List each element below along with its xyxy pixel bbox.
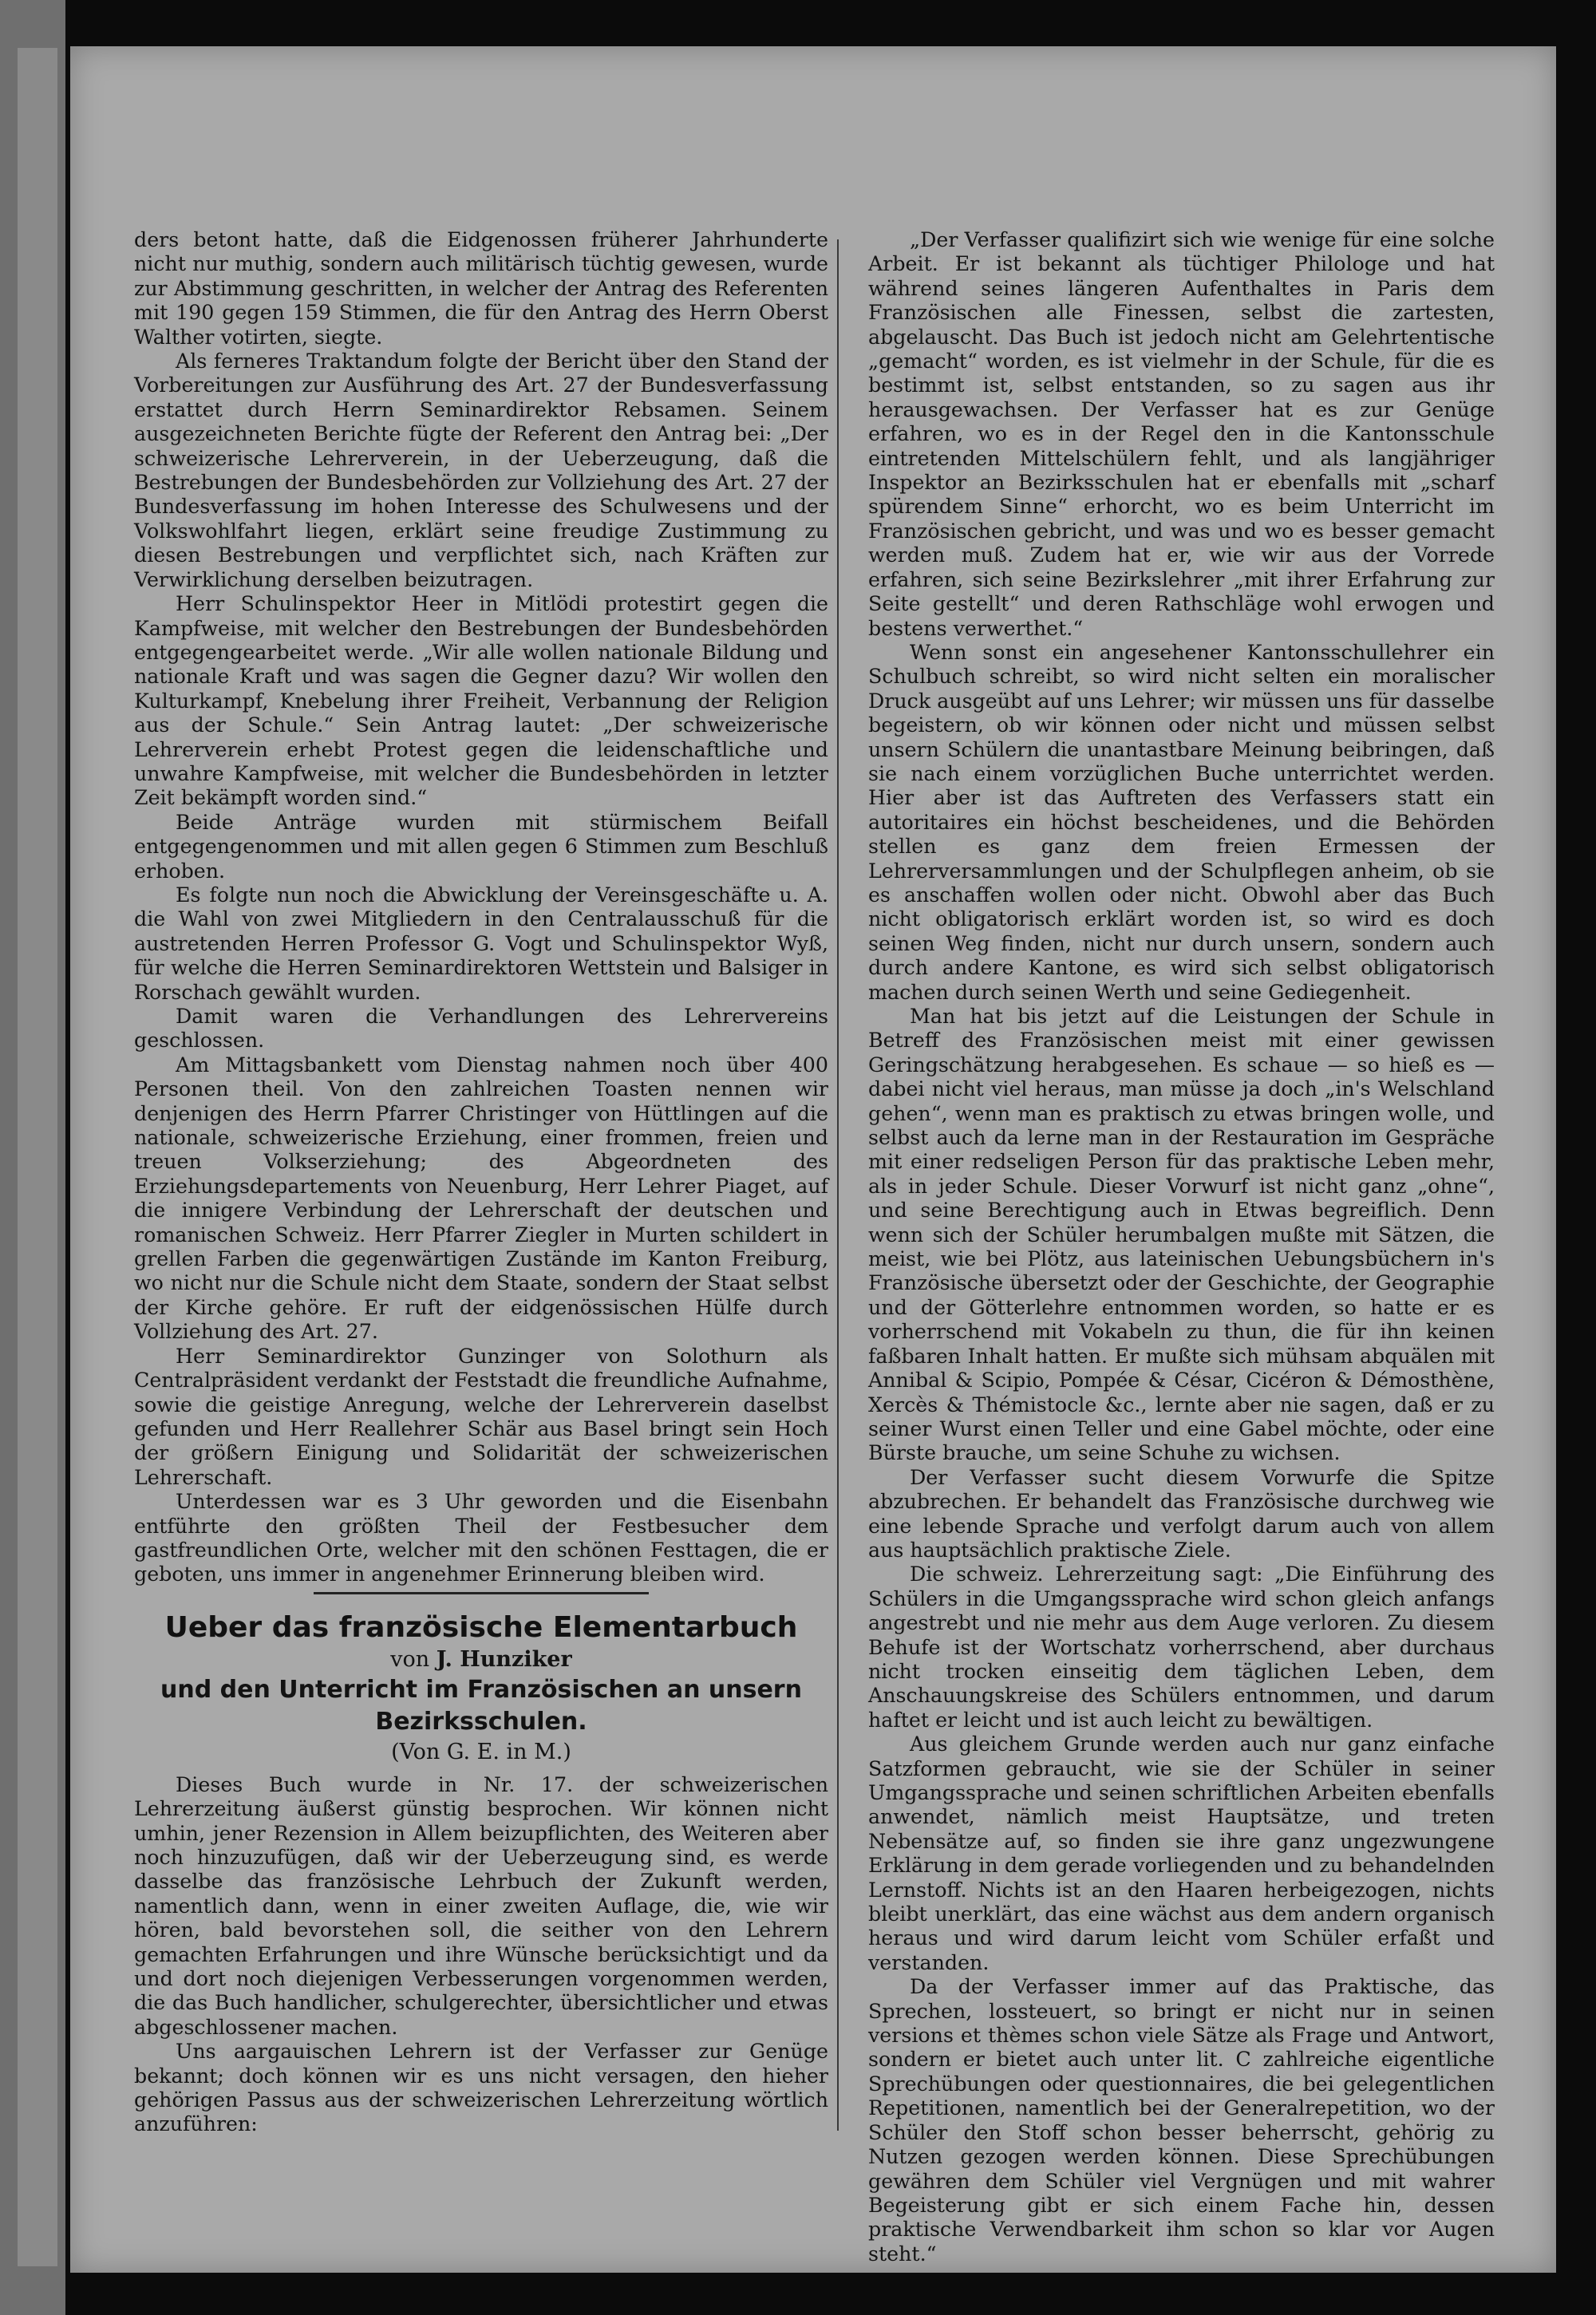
paragraph: Uns aargauischen Lehrern ist der Verfasser zur Genüge bekannt; doch können wir es uns nicht versagen, den hieher gehörigen Passus aus der schweizerischen Lehrerzeitung wörtlich anzuführen: bbox=[134, 2040, 828, 2136]
paragraph: Dieses Buch wurde in Nr. 17. der schweizerischen Lehrerzeitung äußerst günstig besprochen. Wir können nicht umhin, jener Rezension in Allem beizupflichten, des Weiteren aber noch hinzuzufügen, daß wir der Ueberzeugung sind, es werde dasselbe das französische Lehrbuch der Zukunft werden, namentlich dann, wenn in einer zweiten Auflage, die, wie wir hören, bald bevorstehen soll, die seither von den Lehrern gemachten Erfahrungen und ihre Wünsche berücksichtigt und da und dort noch diejenigen Verbesserungen vorgenommen werden, die das Buch handlicher, schulgerechter, übersichtlicher und etwas abgeschlossener machen. bbox=[134, 1772, 828, 2039]
paragraph: Da der Verfasser immer auf das Praktische, das Sprechen, lossteuert, so bringt er nicht nur in seinen versions et thèmes schon viele Sätze als Frage und Antwort, sondern er bietet auch unter lit. C zahlreiche eigentliche Sprechübungen oder questionnaires, die bei gelegentlichen Repetitionen, namentlich bei der Generalrepetition, wo der Schüler den Stoff schon besser beherrscht, gehörig zu Nutzen gezogen werden können. Diese Sprechübungen gewähren dem Schüler viel Vergnügen und mit wahrer Begeisterung gibt er sich einem Fache hin, dessen praktische Verwendbarkeit ihm schon so klar vor Augen steht.“ bbox=[868, 1975, 1495, 2266]
byline-von: von bbox=[390, 1646, 430, 1672]
paragraph: Herr Schulinspektor Heer in Mitlödi protestirt gegen die Kampfweise, mit welcher den Bestrebungen der Bundesbehörden entgegengearbeitet werde. „Wir alle wollen nationale Bildung und nationale Kraft und was sagen die Gegner dazu? Wir wollen den Kulturkampf, Knebelung ihrer Freiheit, Verbannung der Religion aus der Schule.“ Sein Antrag lautet: „Der schweizerische Lehrerverein erhebt Protest gegen die leidenschaftliche und unwahre Kampfweise, mit welcher die Bundesbehörden in letzter Zeit bekämpft worden sind.“ bbox=[134, 592, 828, 810]
paragraph: Man hat bis jetzt auf die Leistungen der Schule in Betreff des Französischen meist mit einer gewissen Geringschätzung herabgesehen. Es schaue — so hieß es — dabei nicht viel heraus, man müsse ja doch „in's Welschland gehen“, wenn man es praktisch zu etwas bringen wolle, und selbst auch da lerne man in der Restauration im Gespräche mit einer redseligen Person für das praktische Leben mehr, als in jeder Schule. Dieser Vorwurf ist nicht ganz „ohne“, und seine Berechtigung auch in Etwas begreiflich. Denn wenn sich der Schüler herumbalgen mußte mit Sätzen, die meist, wie bei Plötz, aus lateinischen Uebungsbüchern in's Französische übersetzt oder der Geschichte, der Geographie und der Götterlehre entnommen worden, so hatte er es vorherrschend mit Vokabeln zu thun, die für ihn keinen faßbaren Inhalt hatten. Er mußte sich mühsam abquälen mit Annibal & Scipio, Pompée & César, Cicéron & Démosthène, Xercès & Thémistocle &c., lernte aber nie sagen, daß er zu seiner Wurst einen Teller und eine Gabel möchte, oder eine Bürste brauche, um seine Schuhe zu wichsen. bbox=[868, 1005, 1495, 1465]
paragraph: Als ferneres Traktandum folgte der Bericht über den Stand der Vorbereitungen zur Ausführung des Art. 27 der Bundesverfassung erstattet durch Herrn Seminardirektor Rebsamen. Seinem ausgezeichneten Berichte fügte der Referent den Antrag bei: „Der schweizerische Lehrerverein, in der Ueberzeugung, daß die Bestrebungen der Bundesbehörden zur Vollziehung des Art. 27 der Bundesverfassung im hohen Interesse des Schulwesens und der Volkswohlfahrt liegen, erklärt seine freudige Zustimmung zu diesen Bestrebungen und verpflichtet sich, nach Kräften zur Verwirklichung derselben beizutragen. bbox=[134, 350, 828, 591]
right-column bbox=[868, 228, 1495, 2266]
article-author: J. Hunziker bbox=[436, 1646, 572, 1672]
paragraph: Am Mittagsbankett vom Dienstag nahmen noch über 400 Personen theil. Von den zahlreichen Toasten nennen wir denjenigen des Herrn Pfarrer Christinger von Hüttlingen auf die nationale, schweizerische Erziehung, einer frommen, freien und treuen Volkserziehung; des Abgeordneten des Erziehungsdepartements von Neuenburg, Herr Lehrer Piaget, auf die innigere Verbindung der Lehrerschaft der deutschen und romanischen Schweiz. Herr Pfarrer Ziegler in Murten schildert in grellen Farben die gegenwärtigen Zustände im Kanton Freiburg, wo nicht nur die Schule nicht dem Staate, sondern der Staat selbst der Kirche gehöre. Er ruft der eidgenössischen Hülfe durch Vollziehung des Art. 27. bbox=[134, 1053, 828, 1344]
paragraph: Beide Anträge wurden mit stürmischem Beifall entgegengenommen und mit allen gegen 6 Stimmen zum Beschluß erhoben. bbox=[134, 810, 828, 883]
left-column bbox=[134, 228, 828, 2137]
paragraph: Herr Seminardirektor Gunzinger von Solothurn als Centralpräsident verdankt der Feststadt die freundliche Aufnahme, sowie die geistige Anregung, welche der Lehrerverein daselbst gefunden und Herr Reallehrer Schär aus Basel bringt sein Hoch der größern Einigung und Solidarität der schweizerischen Lehrerschaft. bbox=[134, 1344, 828, 1489]
paragraph: Der Verfasser sucht diesem Vorwurfe die Spitze abzubrechen. Er behandelt das Französische durchweg wie eine lebende Sprache und verfolgt darum auch von allem aus hauptsächlich praktische Ziele. bbox=[868, 1465, 1495, 1562]
previous-page-inner bbox=[18, 48, 57, 2266]
page-sheet bbox=[70, 46, 1556, 2273]
paragraph: Unterdessen war es 3 Uhr geworden und die Eisenbahn entführte den größten Theil der Festbesucher dem gastfreundlichen Orte, welcher mit den schönen Festtagen, die er geboten, uns immer in angenehmer Erinnerung bleiben wird. bbox=[134, 1490, 828, 1586]
section-rule bbox=[314, 1592, 649, 1594]
article-source: (Von G. E. in M.) bbox=[391, 1739, 571, 1764]
column-divider bbox=[837, 239, 839, 2131]
paragraph: Damit waren die Verhandlungen des Lehrervereins geschlossen. bbox=[134, 1005, 828, 1053]
paragraph: „Der Verfasser qualifizirt sich wie wenige für eine solche Arbeit. Er ist bekannt als tüchtiger Philologe und hat während seines längeren Aufenthaltes in Paris dem Französischen alle Finessen, selbst die zartesten, abgelauscht. Das Buch ist jedoch nicht am Gelehrtentische „gemacht“ worden, es ist vielmehr in der Schule, für die es bestimmt ist, selbst entstanden, so zu sagen aus ihr herausgewachsen. Der Verfasser hat es zur Genüge erfahren, wo es in der Regel den in die Kantonsschule eintretenden Mittelschülern fehlt, und als langjähriger Inspektor an Bezirksschulen hat er ebenfalls mit „scharf spürendem Sinne“ erhorcht, wo es beim Unterricht im Französischen gebricht, und was und wo es besser gemacht werden muß. Zudem hat er, wie wir aus der Vorrede erfahren, sich seine Bezirkslehrer „mit ihrer Erfahrung zur Seite gestellt“ und deren Rathschläge wohl erwogen und bestens verwerthet.“ bbox=[868, 228, 1495, 640]
paragraph: Die schweiz. Lehrerzeitung sagt: „Die Einführung des Schülers in die Umgangssprache wird schon gleich anfangs angestrebt und nie mehr aus dem Auge verloren. Zu diesem Behufe ist der Wortschatz vorherrschend, aber durchaus nicht trocken einseitig dem täglichen Leben, dem Anschauungskreise des Schülers entnommen, und darum haftet er leicht und ist auch leicht zu bewältigen. bbox=[868, 1562, 1495, 1732]
article-title: Ueber das französische Elementarbuch bbox=[164, 1610, 798, 1644]
paragraph: ders betont hatte, daß die Eidgenossen früherer Jahrhunderte nicht nur muthig, sondern auch militärisch tüchtig gewesen, wurde zur Abstimmung geschritten, in welcher der Antrag des Referenten mit 190 gegen 159 Stimmen, die für den Antrag des Herrn Oberst Walther votirten, siegte. bbox=[134, 228, 828, 349]
previous-page-edge bbox=[0, 0, 65, 2315]
article-byline bbox=[134, 1645, 828, 1674]
paragraph: Aus gleichem Grunde werden auch nur ganz einfache Satzformen gebraucht, wie sie der Schüler in seiner Umgangssprache und seinen schriftlichen Arbeiten ebenfalls anwendet, nämlich meist Hauptsätze, und treten Nebensätze auf, so finden sie ihre ganz ungezwungene Erklärung in dem gerade vorliegenden und zu behandelnden Lernstoff. Nichts ist an den Haaren herbeigezogen, nichts bleibt unerklärt, das eine wächst aus dem andern organisch heraus und wird darum leicht vom Schüler erfaßt und verstanden. bbox=[868, 1732, 1495, 1974]
paragraph: Es folgte nun noch die Abwicklung der Vereinsgeschäfte u. A. die Wahl von zwei Mitgliedern in den Centralausschuß für die austretenden Herren Professor G. Vogt und Schulinspektor Wyß, für welche die Herren Seminardirektoren Wettstein und Balsiger in Rorschach gewählt wurden. bbox=[134, 883, 828, 1004]
paragraph: Wenn sonst ein angesehener Kantonsschullehrer ein Schulbuch schreibt, so wird nicht selten ein moralischer Druck ausgeübt auf uns Lehrer; wir müssen uns für dasselbe begeistern, ob wir können oder nicht und müssen selbst unsern Schülern die unantastbare Meinung beibringen, daß sie nach einem vorzüglichen Buche unterrichtet werden. Hier aber ist das Auftreten des Verfassers statt ein autoritaires ein höchst bescheidenes, und die Behörden stellen es ganz dem freien Ermessen der Lehrerversammlungen und der Schulpflegen anheim, ob sie es anschaffen wollen oder nicht. Obwohl aber das Buch nicht obligatorisch erklärt worden ist, so wird es doch seinen Weg finden, nicht nur durch unsern, sondern auch durch andere Kantone, es wird sich selbst obligatorisch machen durch seinen Werth und seine Gediegenheit. bbox=[868, 640, 1495, 1004]
article-subtitle: und den Unterricht im Französischen an unsern Bezirksschulen. bbox=[160, 1675, 802, 1736]
